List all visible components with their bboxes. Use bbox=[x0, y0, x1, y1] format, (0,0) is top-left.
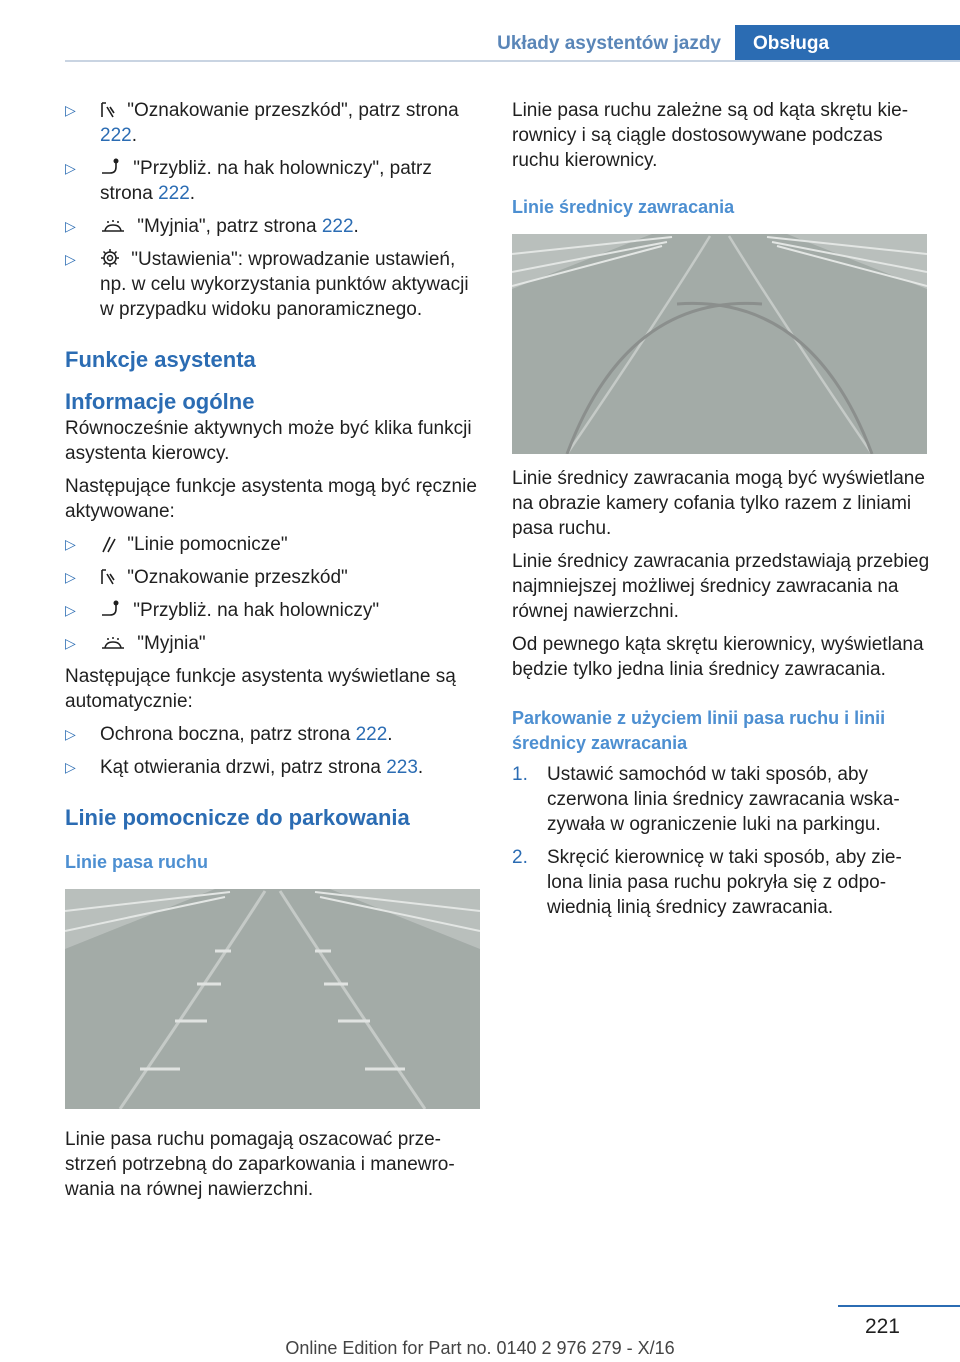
page-link[interactable]: 222 bbox=[158, 183, 190, 204]
paragraph: Równocześnie aktywnych może być klika funkcji asystenta kierowcy. bbox=[65, 418, 472, 464]
list-item: ▷ "Ustawienia": wprowadzanie ustawień, np. w celu wykorzystania punktów aktywacji w przypadku widoku panoramicznego. bbox=[65, 249, 469, 320]
settings-gear-icon bbox=[100, 248, 120, 268]
list-item: 1. Ustawić samochód w taki sposób, aby czerwona linia średnicy zawracania wskazywała w ograniczenie luki na parkingu. bbox=[512, 764, 900, 835]
bullet-triangle-icon: ▷ bbox=[65, 569, 76, 585]
bullet-triangle-icon: ▷ bbox=[65, 218, 76, 234]
page-link[interactable]: 222 bbox=[100, 125, 132, 146]
paragraph: Od pewnego kąta skrętu kierownicy, wyświetlana będzie tylko jedna linia średnicy zawracania. bbox=[512, 634, 924, 680]
list-item: ▷ "Przybliż. na hak holowniczy" bbox=[65, 600, 380, 621]
page-link[interactable]: 222 bbox=[321, 216, 354, 237]
list-item: ▷ Kąt otwierania drzwi, patrz strona 223. bbox=[65, 757, 424, 778]
list-item: ▷ "Oznakowanie przeszkód" bbox=[65, 567, 348, 588]
car-wash-icon bbox=[100, 636, 126, 652]
page-link[interactable]: 222 bbox=[355, 724, 388, 745]
list-item: ▷ "Przybliż. na hak holowniczy", patrz strona 222. bbox=[65, 158, 432, 204]
bullet-triangle-icon: ▷ bbox=[65, 759, 76, 775]
step-number: 1. bbox=[512, 764, 528, 785]
section-heading: Linie pomocnicze do parkowania bbox=[65, 805, 410, 830]
subsection-heading: Linie pasa ruchu bbox=[65, 852, 209, 872]
paragraph: Następujące funkcje asystenta wyświetlane są automatycznie: bbox=[65, 666, 456, 712]
subsection-heading: Parkowanie z użyciem linii pasa ruchu i linii średnicy zawracania bbox=[512, 708, 886, 753]
obstacle-marking-icon bbox=[100, 568, 116, 586]
section-tab[interactable]: Obsługa bbox=[735, 25, 960, 62]
chapter-title: Układy asystentów jazdy bbox=[497, 33, 721, 54]
bullet-triangle-icon: ▷ bbox=[65, 635, 76, 651]
paragraph: Linie pasa ruchu zależne są od kąta skrętu kierownicy i są ciągle dostosowywane podczas ruchu kierownicy. bbox=[512, 100, 909, 171]
paragraph: Linie średnicy zawracania przedstawiają przebieg najmniejszej możliwej średnicy zawracania na równej nawierzchni. bbox=[512, 551, 930, 622]
bullet-triangle-icon: ▷ bbox=[65, 102, 76, 118]
right-column bbox=[512, 98, 930, 928]
header-divider bbox=[65, 60, 960, 62]
bullet-triangle-icon: ▷ bbox=[65, 726, 76, 742]
bullet-triangle-icon: ▷ bbox=[65, 536, 76, 552]
list-item: ▷ "Myjnia" bbox=[65, 633, 206, 654]
guide-lines-icon bbox=[100, 535, 116, 553]
towbar-zoom-icon bbox=[100, 157, 122, 177]
obstacle-marking-icon bbox=[100, 101, 116, 119]
bullet-triangle-icon: ▷ bbox=[65, 251, 76, 267]
left-column bbox=[65, 98, 485, 1210]
subsection-heading: Linie średnicy zawracania bbox=[512, 197, 735, 217]
car-wash-icon bbox=[100, 219, 126, 235]
turning-circle-camera-image bbox=[512, 234, 927, 454]
lane-lines-camera-image bbox=[65, 889, 480, 1109]
footer-divider bbox=[838, 1305, 960, 1307]
paragraph: Następujące funkcje asystenta mogą być ręcznie aktywowane: bbox=[65, 476, 477, 522]
list-item: ▷ "Linie pomocnicze" bbox=[65, 534, 288, 555]
step-number: 2. bbox=[512, 847, 528, 868]
list-item: ▷ "Myjnia", patrz strona 222. bbox=[65, 216, 359, 237]
bullet-triangle-icon: ▷ bbox=[65, 602, 76, 618]
list-item: ▷ Ochrona boczna, patrz strona 222. bbox=[65, 724, 393, 745]
edition-footer: Online Edition for Part no. 0140 2 976 279 - X/16 bbox=[285, 1338, 675, 1358]
towbar-zoom-icon bbox=[100, 599, 122, 619]
paragraph: Linie średnicy zawracania mogą być wyświetlane na obrazie kamery cofania tylko razem z liniami pasa ruchu. bbox=[512, 468, 925, 539]
page-number: 221 bbox=[864, 1315, 900, 1338]
page-link[interactable]: 223 bbox=[386, 757, 418, 778]
bullet-triangle-icon: ▷ bbox=[65, 160, 76, 176]
paragraph: Linie pasa ruchu pomagają oszacować przestrzeń potrzebną do zaparkowania i manewrowania na równej nawierzchni. bbox=[65, 1129, 455, 1200]
list-item: 2. Skręcić kierownicę w taki sposób, aby zielona linia pasa ruchu pokryła się z odpowiednią linią średnicy zawracania. bbox=[512, 847, 902, 918]
section-heading: Funkcje asystenta bbox=[65, 347, 256, 372]
list-item: ▷ "Oznakowanie przeszkód", patrz strona 222. bbox=[65, 100, 459, 146]
subsection-heading: Informacje ogólne bbox=[65, 389, 255, 414]
